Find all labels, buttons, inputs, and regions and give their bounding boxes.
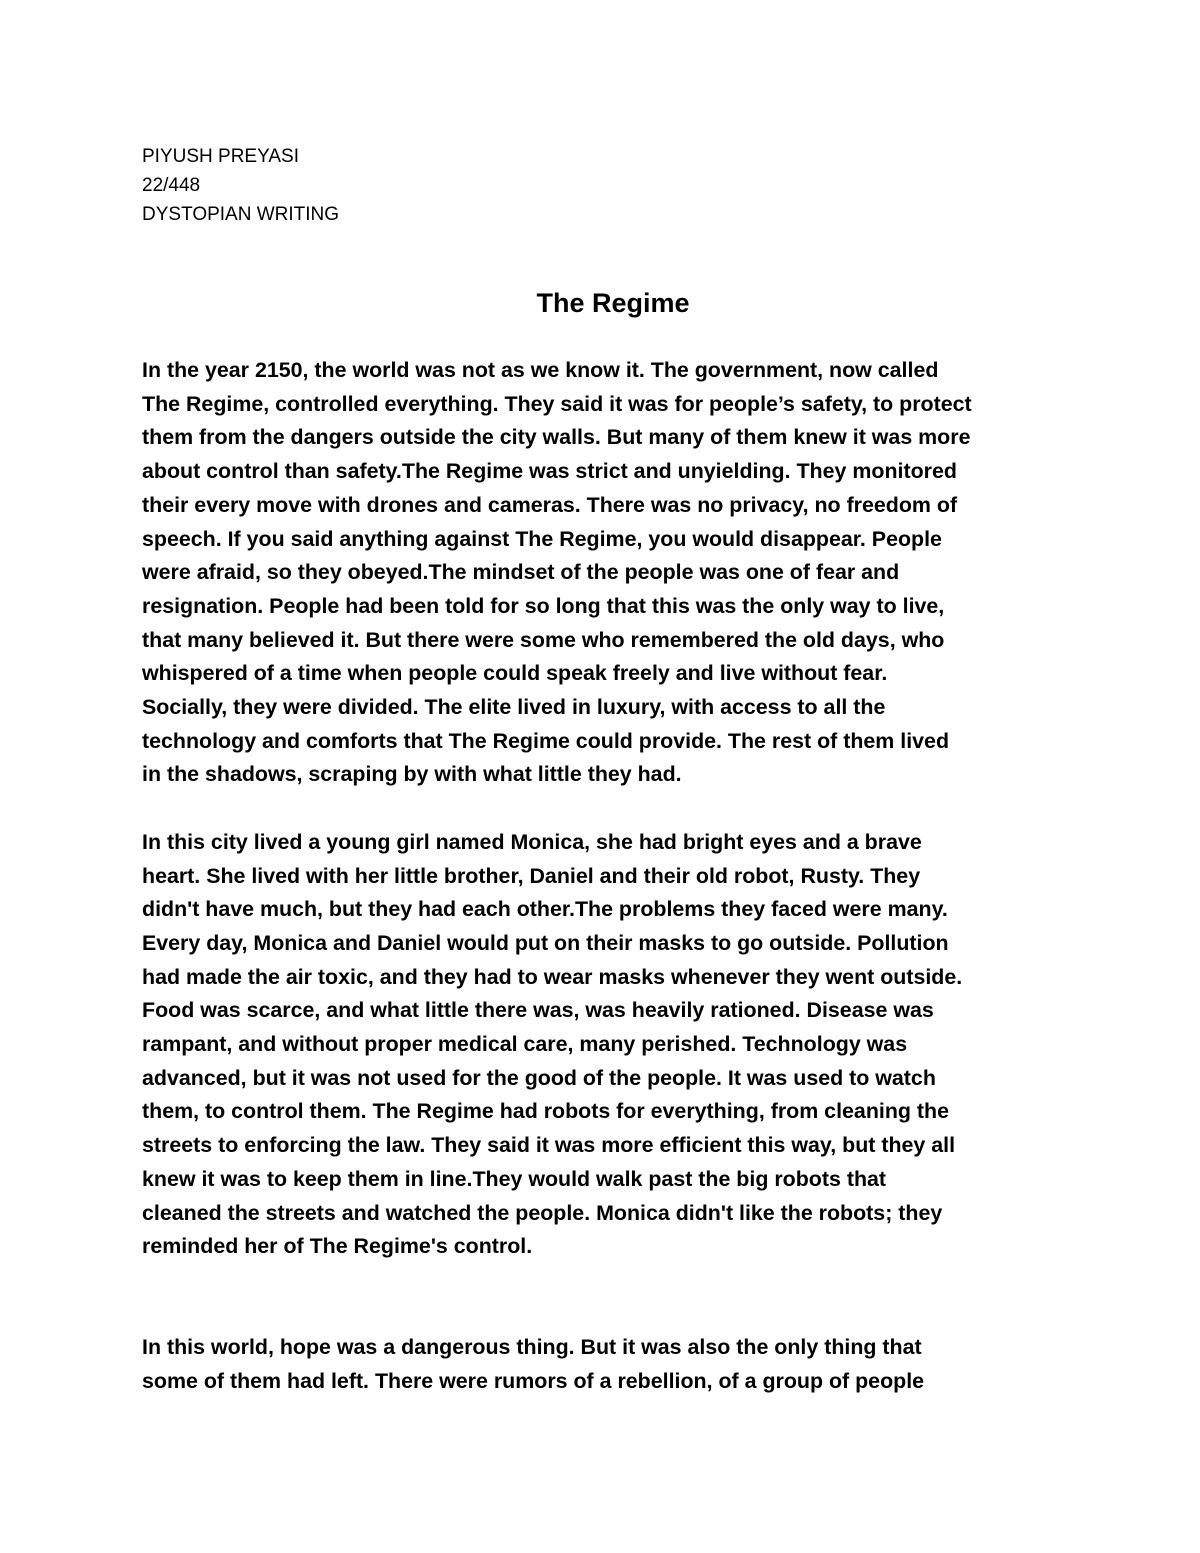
text-line: speech. If you said anything against The Regime, you would disappear. People (142, 526, 942, 551)
author-name: PIYUSH PREYASI (142, 146, 299, 167)
text-line: resignation. People had been told for so long that this was the only way to live, (142, 593, 945, 618)
paragraph-spacer (142, 1298, 1102, 1332)
text-line: Every day, Monica and Daniel would put on their masks to go outside. Pollution (142, 930, 949, 955)
text-line: had made the air toxic, and they had to wear masks whenever they went outside. (142, 964, 963, 989)
text-line: their every move with drones and cameras. There was no privacy, no freedom of (142, 492, 958, 517)
text-line: In this world, hope was a dangerous thing. But it was also the only thing that (142, 1335, 922, 1360)
text-line: them from the dangers outside the city walls. But many of them knew it was more (142, 425, 971, 450)
text-line: Socially, they were divided. The elite lived in luxury, with access to all the (142, 695, 886, 720)
text-line: advanced, but it was not used for the good of the people. It was used to watch (142, 1065, 936, 1090)
text-line: The Regime, controlled everything. They said it was for people’s safety, to protect (142, 391, 972, 416)
student-id: 22/448 (142, 175, 201, 196)
text-line: In the year 2150, the world was not as we know it. The government, now called (142, 358, 939, 382)
paragraph-spacer (142, 792, 1102, 826)
document-body (142, 354, 1102, 1399)
document-title: The Regime (536, 288, 690, 318)
paragraph-2 (142, 826, 1102, 1264)
text-line: about control than safety.The Regime was strict and unyielding. They monitored (142, 459, 957, 484)
text-line: that many believed it. But there were some who remembered the old days, who (142, 627, 945, 652)
assignment-subject: DYSTOPIAN WRITING (142, 204, 340, 225)
text-line: Food was scarce, and what little there was, was heavily rationed. Disease was (142, 998, 934, 1023)
text-line: some of them had left. There were rumors of a rebellion, of a group of people (142, 1369, 925, 1394)
paragraph-spacer (142, 1264, 1102, 1298)
text-line: them, to control them. The Regime had robots for everything, from cleaning the (142, 1099, 949, 1124)
document-header (142, 142, 742, 229)
text-line: rampant, and without proper medical care, many perished. Technology was (142, 1032, 908, 1057)
paragraph-1 (142, 354, 1102, 792)
text-line: whispered of a time when people could speak freely and live without fear. (142, 661, 888, 686)
text-line: in the shadows, scraping by with what little they had. (142, 762, 682, 787)
text-line: In this city lived a young girl named Monica, she had bright eyes and a brave (142, 829, 922, 854)
text-line: technology and comforts that The Regime could provide. The rest of them lived (142, 728, 950, 753)
paragraph-3 (142, 1331, 1102, 1398)
text-line: reminded her of The Regime's control. (142, 1234, 533, 1259)
text-line: streets to enforcing the law. They said it was more efficient this way, but they all (142, 1133, 956, 1158)
text-line: heart. She lived with her little brother, Daniel and their old robot, Rusty. They (142, 863, 921, 888)
text-line: cleaned the streets and watched the people. Monica didn't like the robots; they (142, 1200, 943, 1225)
text-line: didn't have much, but they had each other.The problems they faced were many. (142, 897, 948, 922)
text-line: knew it was to keep them in line.They would walk past the big robots that (142, 1166, 887, 1191)
text-line: were afraid, so they obeyed.The mindset of the people was one of fear and (142, 560, 900, 585)
